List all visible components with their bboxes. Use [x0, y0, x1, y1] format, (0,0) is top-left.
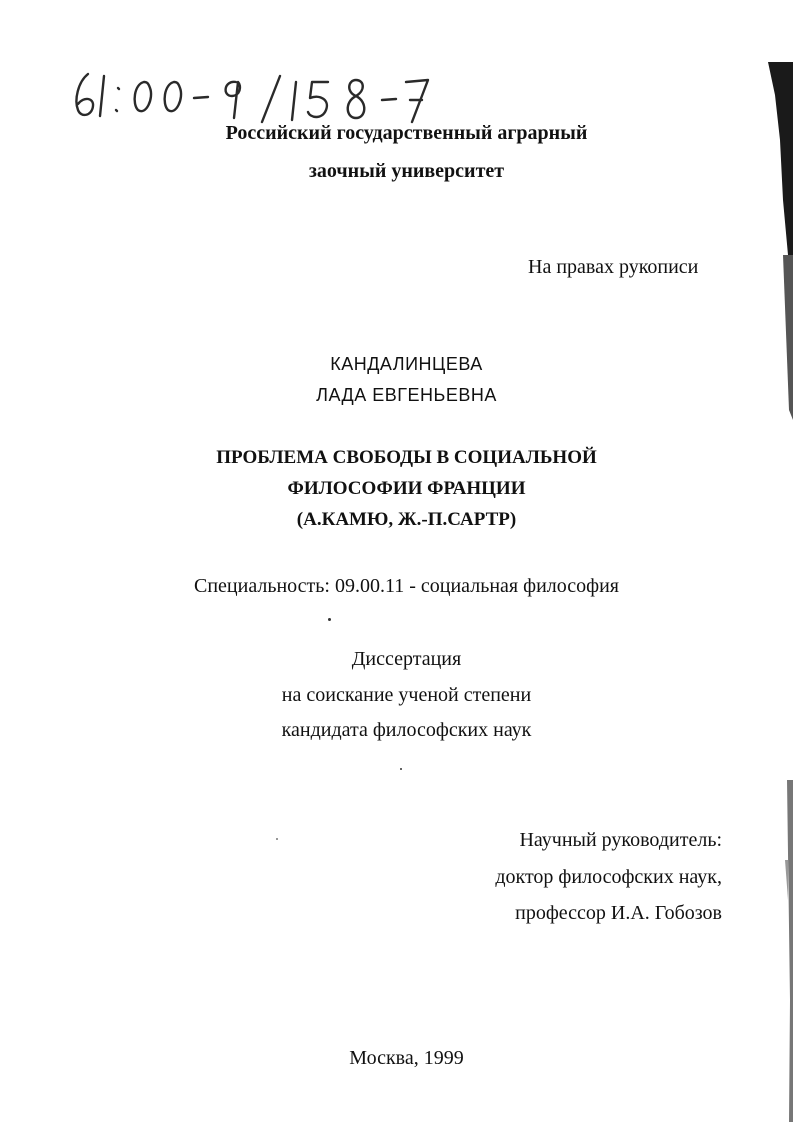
specialty-line: Специальность: 09.00.11 - социальная философия	[194, 575, 619, 597]
scan-speck	[276, 838, 278, 840]
handwritten-archive-code	[66, 60, 446, 130]
university-name-line2: заочный университет	[308, 160, 505, 182]
scan-speck	[328, 618, 331, 621]
manuscript-note: На правах рукописи	[528, 256, 699, 278]
dissertation-title-line3: (А.КАМЮ, Ж.-П.САРТР)	[296, 509, 517, 530]
dissertation-title-line2: ФИЛОСОФИИ ФРАНЦИИ	[287, 478, 526, 499]
degree-purpose: на соискание ученой степени	[281, 684, 532, 706]
degree-name: кандидата философских наук	[281, 719, 532, 741]
supervisor-name: профессор И.А. Гобозов	[515, 902, 722, 924]
supervisor-degree: доктор философских наук,	[495, 866, 722, 888]
dissertation-type: Диссертация	[351, 648, 462, 670]
author-given-names: ЛАДА ЕВГЕНЬЕВНА	[316, 385, 497, 405]
scan-speck	[400, 768, 402, 770]
supervisor-label: Научный руководитель:	[519, 829, 722, 851]
university-name-line1: Российский государственный аграрный	[225, 122, 588, 144]
author-surname: КАНДАЛИНЦЕВА	[330, 354, 483, 374]
place-and-year: Москва, 1999	[349, 1047, 464, 1069]
dissertation-title-line1: ПРОБЛЕМА СВОБОДЫ В СОЦИАЛЬНОЙ	[216, 447, 597, 468]
